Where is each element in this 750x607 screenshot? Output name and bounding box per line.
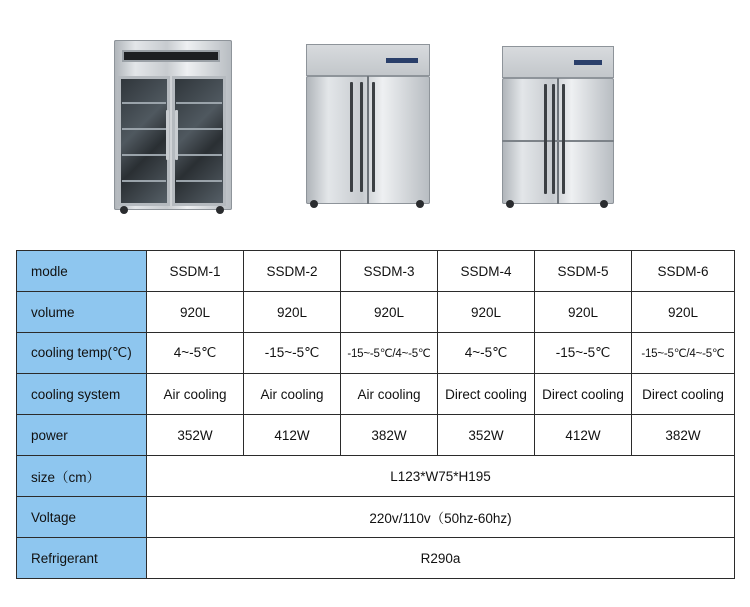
left-glass-door bbox=[118, 76, 170, 206]
table-cell: 412W bbox=[244, 415, 341, 456]
table-row-power bbox=[17, 415, 735, 456]
table-cell: 352W bbox=[147, 415, 244, 456]
row-label: volume bbox=[17, 292, 147, 333]
table-cell: Direct cooling bbox=[535, 374, 632, 415]
four-door-stainless-refrigerator-image bbox=[500, 46, 618, 214]
table-cell: 382W bbox=[341, 415, 438, 456]
table-cell: 382W bbox=[632, 415, 735, 456]
table-cell: 920L bbox=[244, 292, 341, 333]
table-cell: Air cooling bbox=[147, 374, 244, 415]
table-cell: 920L bbox=[341, 292, 438, 333]
spec-table bbox=[16, 250, 735, 579]
brand-badge bbox=[574, 60, 602, 65]
row-label: modle bbox=[17, 251, 147, 292]
table-row-cooling-system bbox=[17, 374, 735, 415]
table-cell: -15~-5℃ bbox=[244, 333, 341, 374]
table-cell: -15~-5℃/4~-5℃ bbox=[632, 333, 735, 374]
table-cell: SSDM-4 bbox=[438, 251, 535, 292]
table-cell: 920L bbox=[438, 292, 535, 333]
table-cell: Direct cooling bbox=[632, 374, 735, 415]
table-cell-merged: R290a bbox=[147, 538, 735, 579]
door-handle bbox=[372, 82, 375, 192]
two-door-stainless-refrigerator-image bbox=[304, 44, 434, 214]
table-row-refrigerant bbox=[17, 538, 735, 579]
table-cell: -15~-5℃/4~-5℃ bbox=[341, 333, 438, 374]
row-label: power bbox=[17, 415, 147, 456]
table-row-size bbox=[17, 456, 735, 497]
table-cell: SSDM-3 bbox=[341, 251, 438, 292]
table-row-cooling-temp bbox=[17, 333, 735, 374]
row-label: Refrigerant bbox=[17, 538, 147, 579]
row-label: cooling system bbox=[17, 374, 147, 415]
table-cell: 920L bbox=[147, 292, 244, 333]
table-cell: 4~-5℃ bbox=[147, 333, 244, 374]
table-cell: 412W bbox=[535, 415, 632, 456]
table-cell: 352W bbox=[438, 415, 535, 456]
row-label: size（cm） bbox=[17, 456, 147, 497]
door-handle bbox=[562, 84, 565, 194]
table-cell: Direct cooling bbox=[438, 374, 535, 415]
door-handle bbox=[166, 110, 169, 160]
product-photos bbox=[0, 0, 750, 240]
glass-door-refrigerator-image bbox=[112, 40, 234, 218]
row-label: Voltage bbox=[17, 497, 147, 538]
table-row-volume bbox=[17, 292, 735, 333]
door-handle bbox=[360, 82, 363, 192]
brand-badge bbox=[386, 58, 418, 63]
table-row-voltage bbox=[17, 497, 735, 538]
door-handle bbox=[544, 84, 547, 194]
table-cell: SSDM-5 bbox=[535, 251, 632, 292]
door-handle bbox=[350, 82, 353, 192]
table-cell: -15~-5℃ bbox=[535, 333, 632, 374]
top-light-panel bbox=[122, 50, 220, 62]
door-handle bbox=[175, 110, 178, 160]
table-cell: Air cooling bbox=[244, 374, 341, 415]
table-cell-merged: L123*W75*H195 bbox=[147, 456, 735, 497]
table-cell: SSDM-6 bbox=[632, 251, 735, 292]
table-cell: 920L bbox=[535, 292, 632, 333]
row-label: cooling temp(℃) bbox=[17, 333, 147, 374]
table-row-model bbox=[17, 251, 735, 292]
table-cell: 4~-5℃ bbox=[438, 333, 535, 374]
table-cell: Air cooling bbox=[341, 374, 438, 415]
door-handle bbox=[552, 84, 555, 194]
table-cell: 920L bbox=[632, 292, 735, 333]
table-cell-merged: 220v/110v（50hz-60hz) bbox=[147, 497, 735, 538]
right-glass-door bbox=[172, 76, 226, 206]
table-cell: SSDM-2 bbox=[244, 251, 341, 292]
table-cell: SSDM-1 bbox=[147, 251, 244, 292]
